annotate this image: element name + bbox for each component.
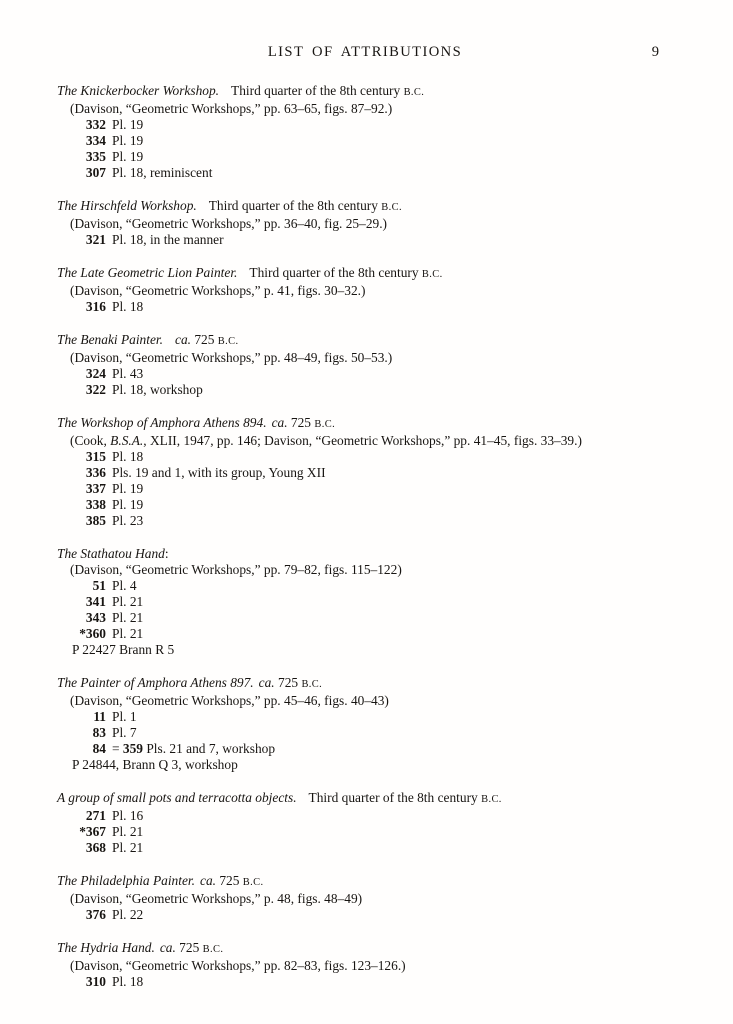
entry-citation: (Davison, “Geometric Workshops,” pp. 48–49, figs. 50–53.) bbox=[70, 350, 393, 365]
attribution-entry-amphora-897 bbox=[57, 675, 673, 773]
catalog-item bbox=[57, 366, 673, 382]
bc-abbrev: B.C. bbox=[403, 87, 425, 98]
entry-date: ca. 725 B.C. bbox=[200, 873, 264, 888]
page-header bbox=[57, 44, 673, 62]
catalog-item-text: Pl. 18 bbox=[112, 299, 144, 314]
catalog-number: 385 bbox=[85, 513, 106, 528]
catalog-item bbox=[57, 907, 673, 923]
catalog-item bbox=[57, 610, 673, 626]
page-title: LIST OF ATTRIBUTIONS bbox=[267, 44, 463, 60]
catalog-item bbox=[57, 149, 673, 165]
catalog-item-text: Pls. 19 and 1, with its group, Young XII bbox=[112, 465, 326, 480]
catalog-item-text: Pl. 4 bbox=[112, 578, 137, 593]
catalog-item bbox=[57, 382, 673, 398]
entry-citation: (Cook, B.S.A., XLII, 1947, pp. 146; Davison, “Geometric Workshops,” pp. 41–45, figs. 33–39.) bbox=[70, 433, 582, 448]
entry-heading bbox=[57, 940, 673, 958]
catalog-number: 271 bbox=[85, 808, 106, 823]
entry-heading bbox=[57, 873, 673, 891]
entry-heading bbox=[57, 265, 673, 283]
attribution-entry-hydria bbox=[57, 940, 673, 990]
catalog-item-text: Pl. 18 bbox=[112, 974, 144, 989]
catalog-item bbox=[57, 594, 673, 610]
catalog-number: 315 bbox=[85, 449, 106, 464]
attribution-entry-hirschfeld bbox=[57, 198, 673, 248]
catalog-number: 343 bbox=[85, 610, 106, 625]
catalog-item bbox=[57, 481, 673, 497]
bc-abbrev: B.C. bbox=[314, 419, 336, 430]
attribution-entry-benaki bbox=[57, 332, 673, 398]
bc-abbrev: B.C. bbox=[481, 794, 502, 805]
catalog-number: 322 bbox=[85, 382, 106, 397]
catalog-number: 335 bbox=[85, 149, 106, 164]
catalog-item bbox=[57, 465, 673, 481]
entry-title: The Hydria Hand. bbox=[57, 940, 155, 955]
entry-title: The Knickerbocker Workshop. bbox=[57, 83, 220, 98]
entry-heading bbox=[57, 675, 673, 693]
entry-date: Third quarter of the 8th century B.C. bbox=[308, 790, 502, 805]
attribution-entry-knickerbocker bbox=[57, 83, 673, 181]
catalog-item-text: Pl. 19 bbox=[112, 117, 144, 132]
catalog-item bbox=[57, 840, 673, 856]
catalog-number: 321 bbox=[85, 232, 106, 247]
catalog-number: 310 bbox=[85, 974, 106, 989]
catalog-item bbox=[57, 578, 673, 594]
entry-title: The Hirschfeld Workshop. bbox=[57, 198, 197, 213]
entry-title-suffix: : bbox=[164, 546, 169, 561]
catalog-item bbox=[57, 232, 673, 248]
catalog-number: 316 bbox=[85, 299, 106, 314]
catalog-item-text: Pl. 18, workshop bbox=[112, 382, 203, 397]
attribution-entry-amphora-894 bbox=[57, 415, 673, 529]
catalog-item bbox=[57, 725, 673, 741]
entry-citation: (Davison, “Geometric Workshops,” pp. 63–65, figs. 87–92.) bbox=[70, 101, 393, 116]
catalog-item-text: Pl. 21 bbox=[112, 824, 144, 839]
attribution-entry-philadelphia bbox=[57, 873, 673, 923]
catalog-item bbox=[57, 117, 673, 133]
catalog-item-text: Pl. 43 bbox=[112, 366, 144, 381]
catalog-number: 51 bbox=[92, 578, 106, 593]
catalog-item-text: Pl. 1 bbox=[112, 709, 137, 724]
entry-date: Third quarter of the 8th century B.C. bbox=[208, 198, 403, 213]
catalog-item bbox=[57, 808, 673, 824]
entry-date: ca. 725 B.C. bbox=[271, 415, 336, 430]
catalog-item-text: Pl. 18 bbox=[112, 449, 144, 464]
catalog-number: 332 bbox=[85, 117, 106, 132]
entry-title: A group of small pots and terracotta objects. bbox=[57, 790, 297, 805]
catalog-item bbox=[57, 824, 673, 840]
catalog-item-text: Pl. 23 bbox=[112, 513, 144, 528]
entry-title: The Late Geometric Lion Painter. bbox=[57, 265, 238, 280]
catalog-item bbox=[57, 497, 673, 513]
attribution-entry-lion-painter bbox=[57, 265, 673, 315]
catalog-number: 324 bbox=[85, 366, 106, 381]
entry-citation: (Davison, “Geometric Workshops,” p. 48, figs. 48–49) bbox=[70, 891, 363, 906]
catalog-number: *360 bbox=[79, 626, 106, 641]
entry-citation: (Davison, “Geometric Workshops,” pp. 79–82, figs. 115–122) bbox=[70, 562, 402, 577]
bc-abbrev: B.C. bbox=[217, 336, 239, 347]
catalog-item bbox=[57, 165, 673, 181]
entry-date: ca. 725 B.C. bbox=[159, 940, 224, 955]
catalog-item bbox=[57, 133, 673, 149]
catalog-item bbox=[57, 709, 673, 725]
entry-citation: (Davison, “Geometric Workshops,” pp. 82–83, figs. 123–126.) bbox=[70, 958, 406, 973]
bc-abbrev: B.C. bbox=[301, 679, 323, 690]
catalog-item-text: Pl. 18, reminiscent bbox=[112, 165, 213, 180]
catalog-item bbox=[57, 974, 673, 990]
entry-citation: (Davison, “Geometric Workshops,” pp. 45–46, figs. 40–43) bbox=[70, 693, 389, 708]
catalog-number: 368 bbox=[85, 840, 106, 855]
catalog-item bbox=[57, 626, 673, 642]
entry-date: Third quarter of the 8th century B.C. bbox=[249, 265, 443, 280]
bc-abbrev: B.C. bbox=[202, 944, 224, 955]
catalog-item-text: Pl. 19 bbox=[112, 481, 144, 496]
catalog-item-text: = 359 Pls. 21 and 7, workshop bbox=[112, 741, 276, 756]
catalog-item-text: Pl. 19 bbox=[112, 133, 144, 148]
bc-abbrev: B.C. bbox=[381, 202, 403, 213]
inventory-item: P 22427 Brann R 5 bbox=[72, 642, 175, 657]
catalog-number: 336 bbox=[85, 465, 106, 480]
catalog-number: 84 bbox=[92, 741, 106, 756]
catalog-number: 338 bbox=[85, 497, 106, 512]
entry-heading bbox=[57, 198, 673, 216]
catalog-number: 334 bbox=[85, 133, 106, 148]
catalog-item bbox=[57, 299, 673, 315]
catalog-item-text: Pl. 7 bbox=[112, 725, 137, 740]
entry-title: The Stathatou Hand bbox=[57, 546, 165, 561]
journal-abbrev: B.S.A. bbox=[110, 433, 144, 448]
catalog-item-text: Pl. 21 bbox=[112, 626, 144, 641]
entry-citation: (Davison, “Geometric Workshops,” pp. 36–40, fig. 25–29.) bbox=[70, 216, 388, 231]
entry-title: The Philadelphia Painter. bbox=[57, 873, 195, 888]
catalog-item-text: Pl. 21 bbox=[112, 594, 144, 609]
catalog-item-text: Pl. 21 bbox=[112, 840, 144, 855]
catalog-item-text: Pl. 19 bbox=[112, 497, 144, 512]
entry-date: Third quarter of the 8th century B.C. bbox=[231, 83, 425, 98]
inventory-item: P 24844, Brann Q 3, workshop bbox=[72, 757, 238, 772]
entry-title: The Benaki Painter. bbox=[57, 332, 163, 347]
entry-heading bbox=[57, 546, 673, 562]
page-number: 9 bbox=[651, 44, 659, 60]
catalog-number: 307 bbox=[85, 165, 106, 180]
entry-date: ca. 725 B.C. bbox=[258, 675, 323, 690]
entry-heading bbox=[57, 790, 673, 808]
bc-abbrev: B.C. bbox=[242, 877, 264, 888]
attribution-entry-stathatou bbox=[57, 546, 673, 658]
bc-abbrev: B.C. bbox=[421, 269, 443, 280]
equated-catalog-number: 359 bbox=[122, 741, 143, 756]
entry-date: ca. 725 B.C. bbox=[175, 332, 239, 347]
entry-citation: (Davison, “Geometric Workshops,” p. 41, figs. 30–32.) bbox=[70, 283, 366, 298]
catalog-item-text: Pl. 21 bbox=[112, 610, 144, 625]
catalog-number: 376 bbox=[85, 907, 106, 922]
entry-title: The Painter of Amphora Athens 897. bbox=[57, 675, 254, 690]
entry-heading bbox=[57, 83, 673, 101]
attribution-entry-small-pots bbox=[57, 790, 673, 856]
catalog-number: 337 bbox=[85, 481, 106, 496]
entry-title: The Workshop of Amphora Athens 894. bbox=[57, 415, 267, 430]
catalog-number: 83 bbox=[92, 725, 106, 740]
catalog-item bbox=[57, 449, 673, 465]
entry-heading bbox=[57, 415, 673, 433]
entry-heading bbox=[57, 332, 673, 350]
catalog-number: 11 bbox=[93, 709, 106, 724]
catalog-item-text: Pl. 19 bbox=[112, 149, 144, 164]
catalog-item-text: Pl. 18, in the manner bbox=[112, 232, 224, 247]
catalog-number: *367 bbox=[79, 824, 106, 839]
catalog-item bbox=[57, 513, 673, 529]
catalog-item bbox=[57, 741, 673, 757]
catalog-item-text: Pl. 16 bbox=[112, 808, 144, 823]
catalog-number: 341 bbox=[85, 594, 106, 609]
catalog-item-text: Pl. 22 bbox=[112, 907, 144, 922]
